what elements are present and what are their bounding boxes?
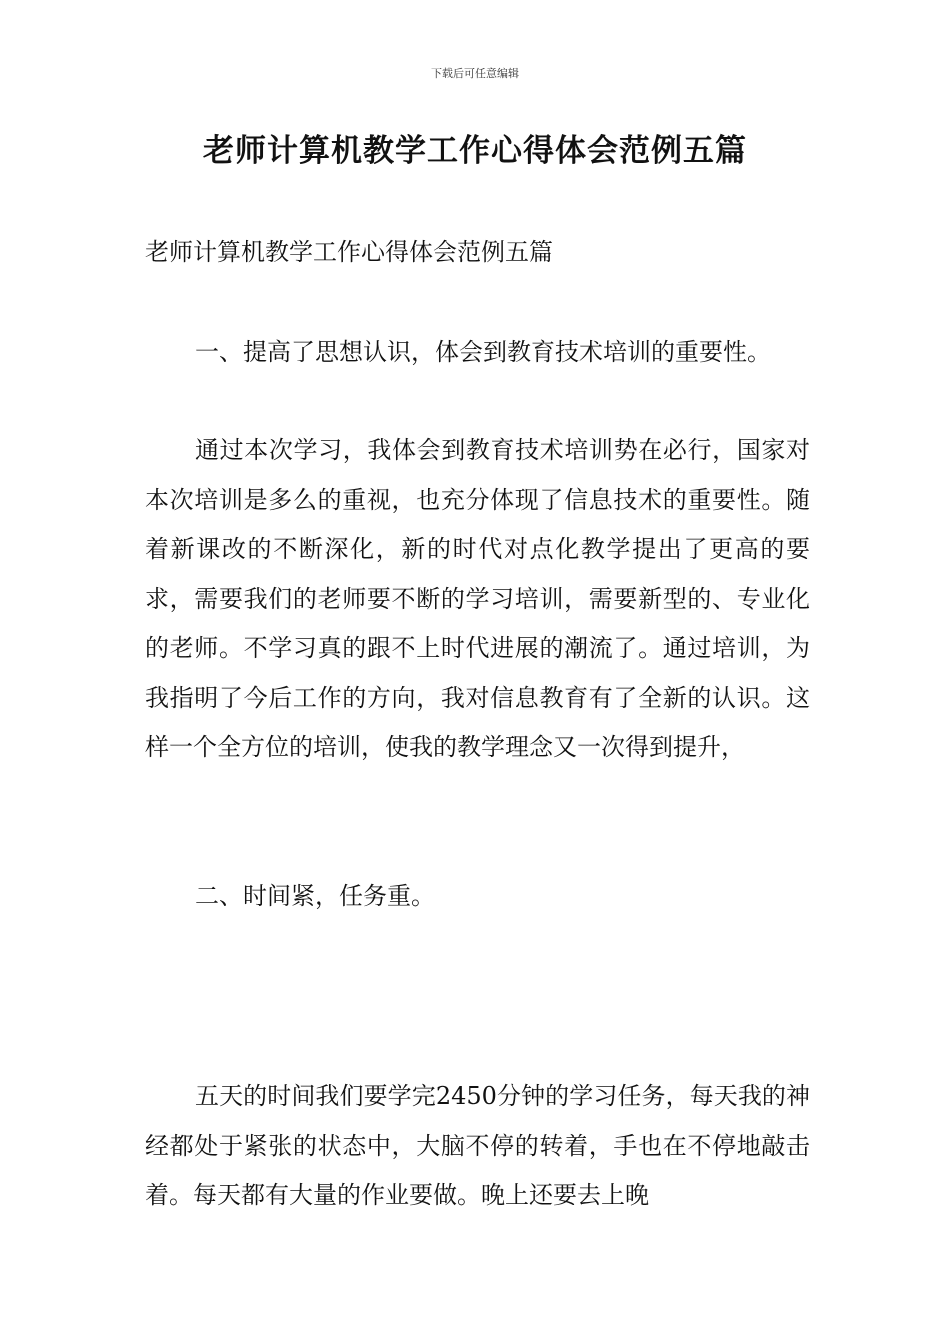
section-heading-2: 二、时间紧，任务重。 [195,882,435,910]
section-heading-1: 一、提高了思想认识，体会到教育技术培训的重要性。 [195,338,771,366]
section-paragraph-2: 五天的时间我们要学完2450分钟的学习任务，每天我的神经都处于紧张的状态中，大脑不停的转着，手也在不停地敲击着。每天都有大量的作业要做。晚上还要去上晚 [145,1082,810,1209]
document-subtitle: 老师计算机教学工作心得体会范例五篇 [145,238,553,266]
download-note: 下载后可任意编辑 [431,67,519,80]
document-title: 老师计算机教学工作心得体会范例五篇 [203,133,747,169]
section-paragraph-1: 通过本次学习，我体会到教育技术培训势在必行，国家对本次培训是多么的重视，也充分体现了信息技术的重要性。随着新课改的不断深化，新的时代对点化教学提出了更高的要求，需要我们的老师要不断的学习培训，需要新型的、专业化的老师。不学习真的跟不上时代进展的潮流了。通过培训，为我指明了今后工作的方向，我对信息教育有了全新的认识。这样一个全方位的培训，使我的教学理念又一次得到提升， [145,436,810,761]
